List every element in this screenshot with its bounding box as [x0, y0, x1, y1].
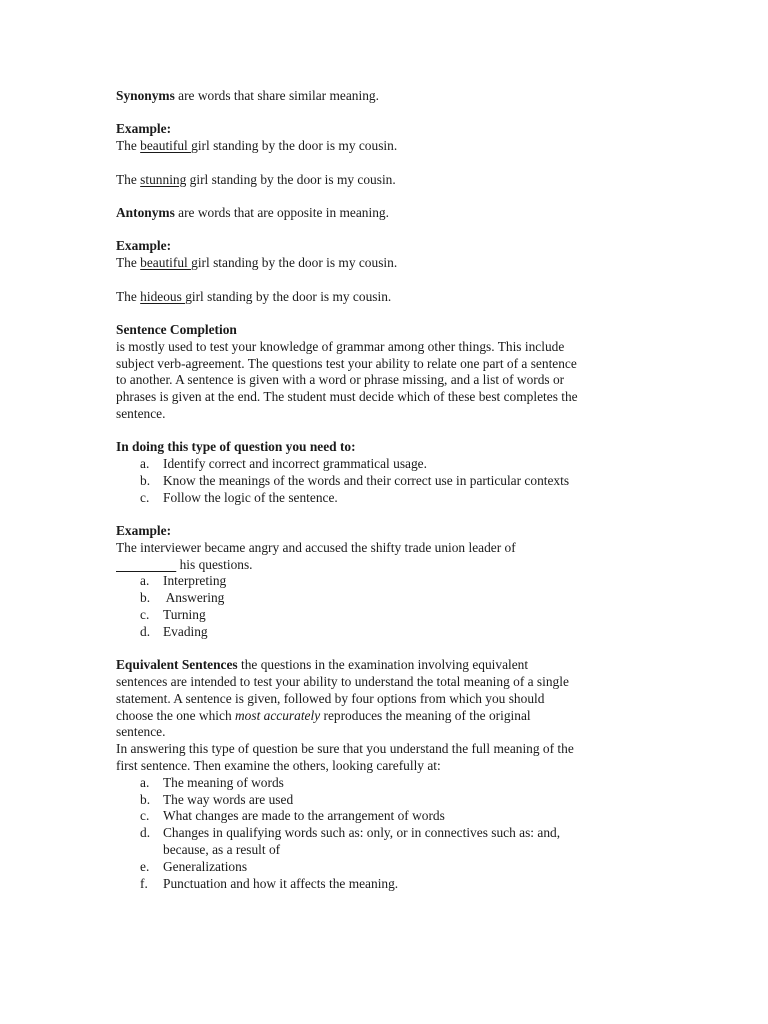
antonyms-example-2: The hideous girl standing by the door is my cousin.	[116, 288, 392, 304]
synonyms-definition: Synonyms are words that share similar meaning.	[116, 88, 379, 103]
synonyms-term: Synonyms	[116, 88, 175, 103]
list-item: d. Evading	[140, 623, 208, 639]
list-item: e. Generalizations	[140, 858, 248, 874]
list-item: c. Follow the logic of the sentence.	[140, 489, 338, 505]
sentence-completion-heading: Sentence Completion	[116, 321, 237, 337]
list-item: c. What changes are made to the arrangement of words	[140, 808, 445, 824]
completion-example-line-2: his questions.	[116, 557, 656, 574]
sentence-completion-body-3: to another. A sentence is given with a word or phrase missing, and a list of words or	[116, 372, 565, 388]
equivalent-term: Equivalent Sentences	[116, 657, 238, 673]
sentence-completion-body-2: subject verb-agreement. The questions test your ability to relate one part of a sentence	[116, 355, 577, 371]
answer-blank	[116, 557, 176, 572]
antonyms-definition: Antonyms are words that are opposite in meaning.	[116, 204, 389, 220]
equivalent-list	[116, 775, 656, 893]
howto-heading: In doing this type of question you need to:	[116, 439, 356, 455]
synonyms-example-2: The stunning girl standing by the door is my cousin.	[116, 171, 396, 187]
synonyms-example-label: Example:	[116, 121, 172, 137]
answering-line-2: first sentence. Then examine the others, looking carefully at:	[116, 758, 441, 774]
answering-line-1: In answering this type of question be sure that you understand the full meaning of the	[116, 741, 574, 757]
howto-list	[116, 456, 656, 506]
completion-example-label: Example:	[116, 523, 172, 539]
italic-emphasis: most accurately	[235, 707, 321, 723]
list-item: d. Changes in qualifying words such as: only, or in connectives such as: and, because, as a result of	[140, 825, 561, 858]
antonyms-term: Antonyms	[116, 204, 175, 220]
underlined-word: beautiful	[140, 255, 192, 271]
equivalent-line-1: Equivalent Sentences the questions in the examination involving equivalent	[116, 657, 529, 673]
sentence-completion-body-4: phrases is given at the end. The student must decide which of these best completes the	[116, 389, 578, 405]
equivalent-line-4: choose the one which most accurately reproduces the meaning of the original	[116, 707, 531, 723]
underlined-word: hideous	[140, 288, 186, 304]
options-list	[116, 573, 656, 640]
completion-example-line-1: The interviewer became angry and accused the shifty trade union leader of	[116, 539, 516, 555]
list-item: b. Know the meanings of the words and their correct use in particular contexts	[140, 472, 570, 488]
underlined-word: beautiful	[140, 138, 192, 154]
list-item: f. Punctuation and how it affects the meaning.	[140, 875, 399, 891]
list-item: c. Turning	[140, 607, 206, 623]
list-item: b. Answering	[140, 590, 225, 606]
document-body	[116, 88, 656, 892]
list-item: a. Interpreting	[140, 573, 227, 589]
sentence-completion-body-5: sentence.	[116, 405, 166, 421]
underlined-word: stunning	[140, 171, 187, 187]
list-item: a. The meaning of words	[140, 774, 284, 790]
equivalent-line-2: sentences are intended to test your ability to understand the total meaning of a single	[116, 674, 569, 690]
synonyms-example-1: The beautiful girl standing by the door is my cousin.	[116, 138, 398, 154]
antonyms-example-1: The beautiful girl standing by the door is my cousin.	[116, 255, 398, 271]
equivalent-line-5: sentence.	[116, 724, 166, 740]
list-item: a. Identify correct and incorrect grammatical usage.	[140, 456, 427, 472]
list-item: b. The way words are used	[140, 791, 294, 807]
equivalent-line-3: statement. A sentence is given, followed by four options from which you should	[116, 690, 545, 706]
antonyms-example-label: Example:	[116, 238, 172, 254]
sentence-completion-body-1: is mostly used to test your knowledge of grammar among other things. This include	[116, 338, 565, 354]
